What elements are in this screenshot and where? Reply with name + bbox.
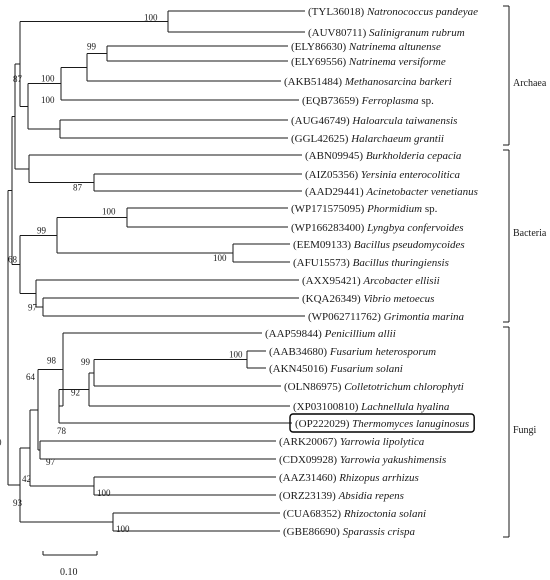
taxon-label <box>302 293 434 305</box>
taxon-text <box>291 41 441 53</box>
taxon-label <box>283 526 416 538</box>
taxon-text <box>305 169 461 181</box>
species-name: Ferroplasma <box>361 95 419 107</box>
accession-number: (AFU15573) <box>293 257 353 269</box>
species-name: Natronococcus pandeyae <box>366 6 479 18</box>
taxon-text <box>265 328 396 340</box>
taxon-label <box>269 363 403 375</box>
bootstrap-value: 87 <box>73 182 82 193</box>
species-suffix: sp. <box>418 95 434 107</box>
group-label: Fungi <box>513 425 537 436</box>
species-suffix: sp. <box>422 203 438 215</box>
species-name: Colletotrichum chlorophyti <box>344 381 464 393</box>
bootstrap-value: 87 <box>13 73 22 84</box>
taxon-text <box>308 27 465 39</box>
taxon-label <box>269 346 436 358</box>
taxon-labels <box>265 6 478 538</box>
taxon-label <box>283 508 426 520</box>
species-name: Sparassis crispa <box>342 526 416 538</box>
accession-number: (AAZ31460) <box>279 472 340 484</box>
species-name: Bacillus thuringiensis <box>352 257 449 269</box>
species-name: Burkholderia cepacia <box>365 150 462 162</box>
bootstrap-value: 42 <box>22 473 31 484</box>
species-name: Grimontia marina <box>383 311 465 323</box>
taxon-label <box>293 257 449 269</box>
species-name: Lachnellula hyalina <box>361 401 450 413</box>
species-name: Fusarium solani <box>330 363 403 375</box>
bootstrap-value: 97 <box>46 457 55 467</box>
accession-number: (GGL42625) <box>291 133 352 145</box>
taxon-label <box>279 472 419 484</box>
accession-number: (AAP59844) <box>265 328 325 340</box>
taxon-text <box>279 436 425 448</box>
species-name: Rhizopus arrhizus <box>339 472 419 484</box>
accession-number: (AKB51484) <box>284 76 345 88</box>
taxon-text <box>302 275 440 287</box>
accession-number: (AUV80711) <box>308 27 369 39</box>
species-name: Halarchaeum grantii <box>351 133 444 145</box>
bootstrap-value: 100 <box>41 73 55 84</box>
accession-number: (WP062711762) <box>308 311 384 323</box>
species-name: Thermomyces lanuginosus <box>352 418 470 430</box>
taxon-label <box>305 169 461 181</box>
accession-number: (ARK20067) <box>279 436 340 448</box>
taxon-text <box>291 222 464 234</box>
taxon-text <box>308 311 465 323</box>
scale-bar <box>43 551 97 578</box>
species-name: Yarrowia yakushimensis <box>339 454 447 466</box>
accession-number: (GBE86690) <box>283 526 343 538</box>
bootstrap-value: 100 <box>213 253 227 263</box>
taxon-text <box>293 401 450 413</box>
taxon-label <box>291 203 438 215</box>
species-name: Rhizoctonia solani <box>343 508 427 520</box>
bootstrap-value: 100 <box>116 524 130 534</box>
accession-number: (ORZ23139) <box>279 490 339 502</box>
bootstrap-value: 78 <box>57 426 66 437</box>
taxon-text <box>293 239 465 251</box>
taxon-label <box>279 490 404 502</box>
taxon-text <box>279 454 446 466</box>
taxon-label <box>290 414 474 432</box>
species-name: Phormidium <box>367 203 423 215</box>
taxon-text <box>302 95 434 107</box>
accession-number: (WP171575095) <box>291 203 368 215</box>
bacteria-bracket <box>503 150 547 322</box>
bootstrap-value: 98 <box>47 355 56 366</box>
taxon-label <box>291 41 441 53</box>
species-name: Fusarium heterosporum <box>329 346 437 358</box>
species-name: Natrinema altunense <box>348 41 441 53</box>
accession-number: (AIZ05356) <box>305 169 361 181</box>
taxon-text <box>283 508 426 520</box>
accession-number: (AUG46749) <box>291 115 353 127</box>
taxon-text <box>283 526 416 538</box>
taxon-text <box>291 115 457 127</box>
species-name: Penicillium allii <box>324 328 396 340</box>
taxon-label <box>302 275 440 287</box>
bootstrap-value: 100 <box>102 206 116 217</box>
bootstrap-value <box>0 438 2 448</box>
taxon-text <box>291 56 446 68</box>
accession-number: (AAB34680) <box>269 346 330 358</box>
bootstrap-value: 64 <box>26 371 35 382</box>
bootstrap-value: 100 <box>229 349 243 360</box>
taxon-text <box>284 381 464 393</box>
accession-number: (CDX09928) <box>279 454 340 466</box>
taxon-label <box>284 76 452 88</box>
group-label: Archaea <box>513 78 547 89</box>
accession-number: (KQA26349) <box>302 293 364 305</box>
taxon-text <box>269 346 436 358</box>
taxon-label <box>308 311 465 323</box>
accession-number: (ELY69556) <box>291 56 349 68</box>
species-name: Vibrio metoecus <box>363 293 435 305</box>
species-name: Arcobacter ellisii <box>363 275 440 287</box>
species-name: Methanosarcina barkeri <box>344 76 452 88</box>
taxon-label <box>308 27 465 39</box>
taxon-label <box>284 381 464 393</box>
accession-number: (WP166283400) <box>291 222 368 234</box>
taxon-label <box>291 133 444 145</box>
accession-number: (EQB73659) <box>302 95 362 107</box>
bootstrap-value: 99 <box>37 225 46 236</box>
taxon-label <box>291 222 464 234</box>
taxon-label <box>279 436 425 448</box>
taxon-label <box>305 150 462 162</box>
taxon-text <box>302 293 434 305</box>
taxon-text <box>293 257 449 269</box>
species-name: Salinigranum rubrum <box>369 27 465 39</box>
accession-number: (CUA68352) <box>283 508 344 520</box>
taxon-label <box>291 56 446 68</box>
taxon-text <box>279 490 404 502</box>
bootstrap-value: 100 <box>144 12 158 23</box>
taxon-label <box>305 186 478 198</box>
accession-number: (OP222029) <box>295 418 353 430</box>
group-brackets <box>503 6 547 537</box>
bootstrap-value: 100 <box>97 488 111 498</box>
accession-number: (EEM09133) <box>293 239 354 251</box>
accession-number: (ELY86630) <box>291 41 349 53</box>
taxon-text <box>291 203 438 215</box>
taxon-label <box>265 328 396 340</box>
group-label: Bacteria <box>513 228 547 239</box>
bootstrap-value: 68 <box>8 254 17 265</box>
species-name: Yersinia enterocolitica <box>360 169 461 181</box>
species-name: Absidia repens <box>338 490 404 502</box>
accession-number: (AXX95421) <box>302 275 364 287</box>
species-name: Haloarcula taiwanensis <box>352 115 458 127</box>
taxon-label <box>291 115 457 127</box>
taxon-text <box>279 472 419 484</box>
species-name: Lyngbya confervoides <box>367 222 464 234</box>
bootstrap-value: 100 <box>41 95 55 105</box>
taxon-text <box>308 6 478 18</box>
bootstrap-value: 99 <box>81 356 90 367</box>
accession-number: (ABN09945) <box>305 150 366 162</box>
taxon-text <box>284 76 452 88</box>
accession-number: (AAD29441) <box>305 186 367 198</box>
taxon-label <box>293 401 450 413</box>
accession-number: (TYL36018) <box>308 6 367 18</box>
species-name: Yarrowia lipolytica <box>339 436 425 448</box>
species-name: Bacillus pseudomycoides <box>353 239 465 251</box>
taxon-label <box>293 239 465 251</box>
taxon-text <box>291 133 444 145</box>
accession-number: (OLN86975) <box>284 381 345 393</box>
bootstrap-value: 93 <box>13 497 22 508</box>
bootstrap-value: 99 <box>87 41 96 52</box>
accession-number: (AKN45016) <box>269 363 331 375</box>
taxon-text <box>305 186 478 198</box>
archaea-bracket <box>503 6 547 145</box>
taxon-label <box>308 6 478 18</box>
taxon-text <box>269 363 403 375</box>
accession-number: (XP03100810) <box>293 401 362 413</box>
fungi-bracket <box>503 327 537 537</box>
species-name: Acinetobacter venetianus <box>366 186 478 198</box>
taxon-label <box>279 454 446 466</box>
bootstrap-value: 92 <box>71 387 80 398</box>
taxon-label <box>302 95 434 107</box>
species-name: Natrinema versiforme <box>348 56 446 68</box>
taxon-text <box>305 150 462 162</box>
tree-branches <box>8 11 305 531</box>
bootstrap-values <box>0 13 243 535</box>
bootstrap-value: 97 <box>28 302 37 313</box>
scale-bar-label: 0.10 <box>60 567 78 578</box>
taxon-text <box>295 418 469 430</box>
